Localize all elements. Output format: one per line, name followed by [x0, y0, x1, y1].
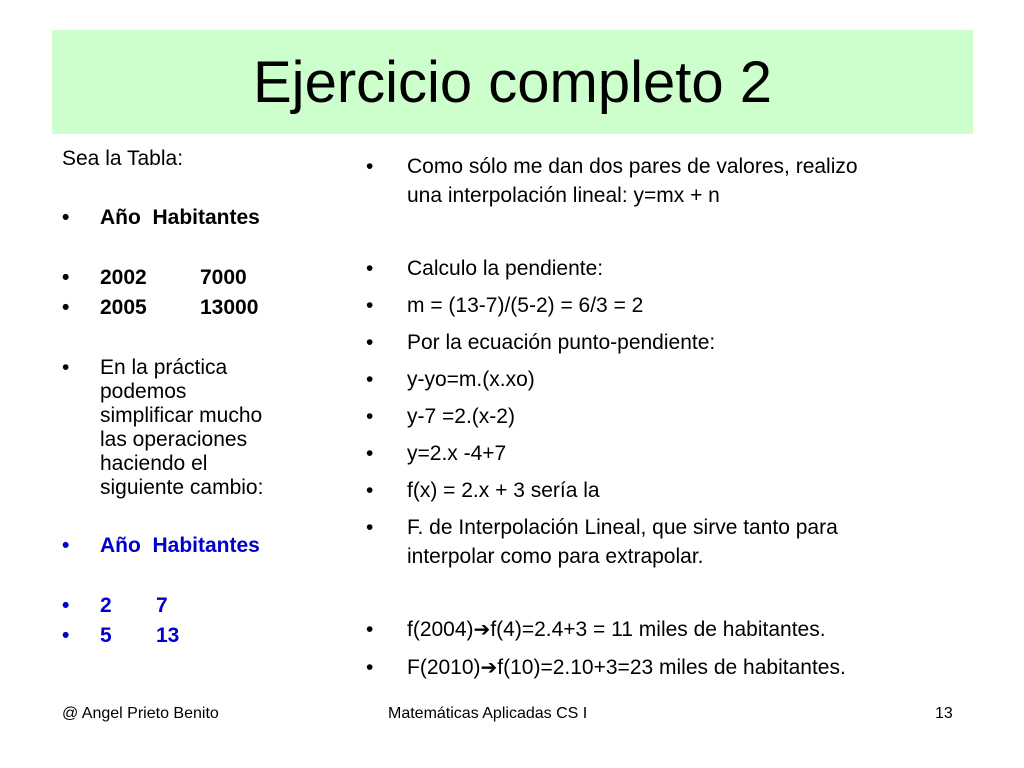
text-line: y-yo=m.(x.xo) [407, 368, 535, 391]
bullet: • [62, 356, 70, 379]
arrow-icon: ➔ [473, 619, 491, 641]
bullet-item [366, 402, 976, 431]
text-line: y-7 =2.(x-2) [407, 405, 515, 428]
bullet: • [366, 331, 374, 354]
row-pop: 7000 [200, 266, 247, 289]
simplified-row [62, 594, 352, 618]
simplified-row [62, 624, 352, 648]
row-pop: 7 [156, 594, 168, 617]
slide-title: Ejercicio completo 2 [253, 49, 772, 115]
bullet-item [366, 291, 976, 320]
bullet: • [366, 294, 374, 317]
bullet-item [366, 513, 976, 571]
text-line: una interpolación lineal: y=mx + n [407, 184, 720, 207]
bullet: • [62, 296, 70, 319]
intro-text: Sea la Tabla: [62, 147, 184, 170]
text-line: F. de Interpolación Lineal, que sirve tanto para [407, 516, 838, 539]
bullet-item [366, 439, 976, 468]
bullet: • [366, 479, 374, 502]
table-row [62, 266, 352, 290]
note-line: haciendo el [100, 452, 208, 475]
title-bar [52, 30, 973, 134]
bullet-item [366, 328, 976, 357]
bullet-item [366, 254, 976, 283]
note-paragraph [62, 356, 352, 500]
note-line: simplificar mucho [100, 404, 263, 427]
bullet: • [366, 516, 374, 539]
header-col1: Año [100, 206, 141, 229]
note-line: siguiente cambio: [100, 476, 264, 499]
bullet: • [366, 155, 374, 178]
text-line: f(2004) [407, 618, 474, 641]
bullet-item [366, 615, 976, 645]
bullet-item [366, 152, 976, 210]
text-line: f(4)=2.4+3 = 11 miles de habitantes. [490, 618, 826, 641]
footer-course: Matemáticas Aplicadas CS I [388, 705, 588, 722]
bullet: • [366, 656, 374, 679]
text-line: Calculo la pendiente: [407, 257, 604, 280]
bullet: • [366, 368, 374, 391]
bullet-item [366, 653, 976, 683]
text-line: interpolar como para extrapolar. [407, 545, 704, 568]
text-line: m = (13-7)/(5-2) = 6/3 = 2 [407, 294, 644, 317]
footer-page-number: 13 [935, 705, 953, 722]
text-line: F(2010) [407, 656, 481, 679]
bullet: • [62, 594, 70, 617]
simplified-header [62, 534, 352, 558]
row-pop: 13 [156, 624, 180, 647]
arrow-icon: ➔ [480, 657, 498, 679]
row-year: 2002 [100, 266, 147, 289]
note-line: podemos [100, 380, 187, 403]
header-col1: Año [100, 534, 141, 557]
text-line: f(x) = 2.x + 3 sería la [407, 479, 600, 502]
note-line: En la práctica [100, 356, 228, 379]
right-column [366, 152, 976, 683]
bullet: • [366, 405, 374, 428]
note-line: las operaciones [100, 428, 248, 451]
table-row [62, 296, 352, 320]
bullet-item [366, 476, 976, 505]
text-line: f(10)=2.10+3=23 miles de habitantes. [497, 656, 846, 679]
row-pop: 13000 [200, 296, 259, 319]
left-column [62, 146, 352, 648]
bullet: • [62, 266, 70, 289]
header-col2: Habitantes [152, 206, 260, 229]
bullet: • [62, 206, 70, 229]
text-line: Por la ecuación punto-pendiente: [407, 331, 716, 354]
row-year: 2005 [100, 296, 147, 319]
row-year: 2 [100, 594, 112, 617]
bullet: • [366, 257, 374, 280]
bullet: • [62, 534, 70, 557]
table-header [62, 206, 352, 230]
bullet: • [366, 442, 374, 465]
footer-author: @ Angel Prieto Benito [62, 705, 219, 722]
bullet-item [366, 365, 976, 394]
bullet: • [366, 618, 374, 641]
text-line: Como sólo me dan dos pares de valores, realizo [407, 155, 858, 178]
bullet: • [62, 624, 70, 647]
row-year: 5 [100, 624, 112, 647]
text-line: y=2.x -4+7 [407, 442, 507, 465]
header-col2: Habitantes [152, 534, 260, 557]
